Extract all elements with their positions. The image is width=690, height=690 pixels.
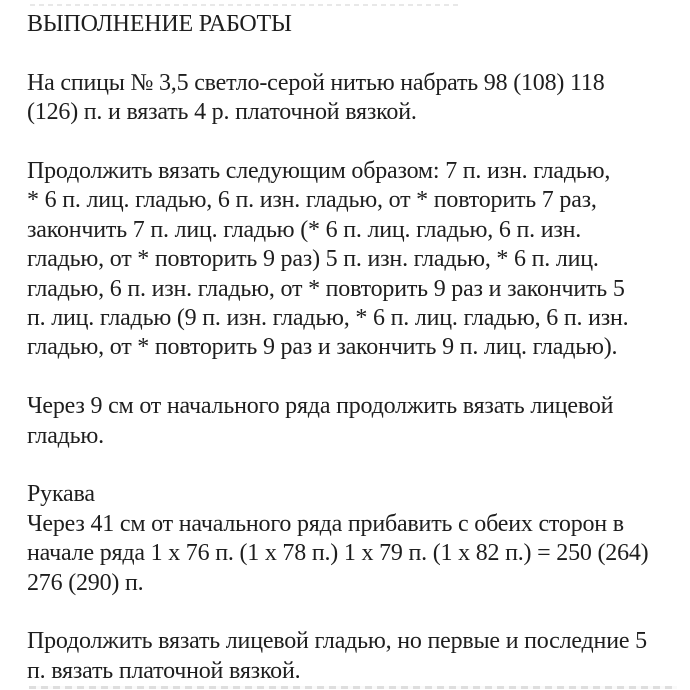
paragraph-cast-on	[27, 69, 664, 128]
paragraph-stockinette	[27, 392, 664, 451]
text-line: закончить 7 п. лиц. гладью (* 6 п. лиц. гладью, 6 п. изн.	[27, 216, 582, 243]
text-line: п. вязать платочной вязкой.	[27, 657, 301, 684]
cropped-text-artifact-top	[30, 4, 458, 6]
text-line: гладью, от * повторить 9 раз) 5 п. изн. гладью, * 6 п. лиц.	[27, 246, 599, 273]
paragraph-sleeves	[27, 480, 664, 598]
text-line: Продолжить вязать лицевой гладью, но первые и последние 5	[27, 628, 647, 655]
text-line: На спицы № 3,5 светло-серой нитью набрать 98 (108) 118	[27, 69, 605, 96]
text-line: гладью.	[27, 422, 104, 449]
text-line: Продолжить вязать следующим образом: 7 п. изн. гладью,	[27, 158, 611, 184]
text-line: гладью, 6 п. изн. гладью, от * повторить 9 раз и закончить 5	[27, 275, 625, 302]
text-line: п. лиц. гладью (9 п. изн. гладью, * 6 п. лиц. гладью, 6 п. изн.	[27, 305, 629, 332]
text-line: Через 9 см от начального ряда продолжить вязать лицевой	[27, 393, 614, 420]
paragraph-edge-stitches	[27, 627, 664, 686]
text-line: Рукава	[27, 481, 95, 508]
text-line: (126) п. и вязать 4 р. платочной вязкой.	[27, 99, 417, 126]
text-line: 276 (290) п.	[27, 569, 144, 596]
text-line: гладью, от * повторить 9 раз и закончить 9 п. лиц. гладью).	[27, 334, 618, 361]
text-line: * 6 п. лиц. гладью, 6 п. изн. гладью, от * повторить 7 раз,	[27, 187, 597, 214]
text-line: Через 41 см от начального ряда прибавить с обеих сторон в	[27, 510, 624, 537]
cropped-text-artifact-bottom	[29, 686, 677, 689]
text-line: начале ряда 1 х 76 п. (1 х 78 п.) 1 х 79 п. (1 х 82 п.) = 250 (264)	[27, 540, 649, 567]
section-heading: ВЫПОЛНЕНИЕ РАБОТЫ	[27, 11, 292, 37]
paragraph-pattern-setup	[27, 157, 664, 363]
